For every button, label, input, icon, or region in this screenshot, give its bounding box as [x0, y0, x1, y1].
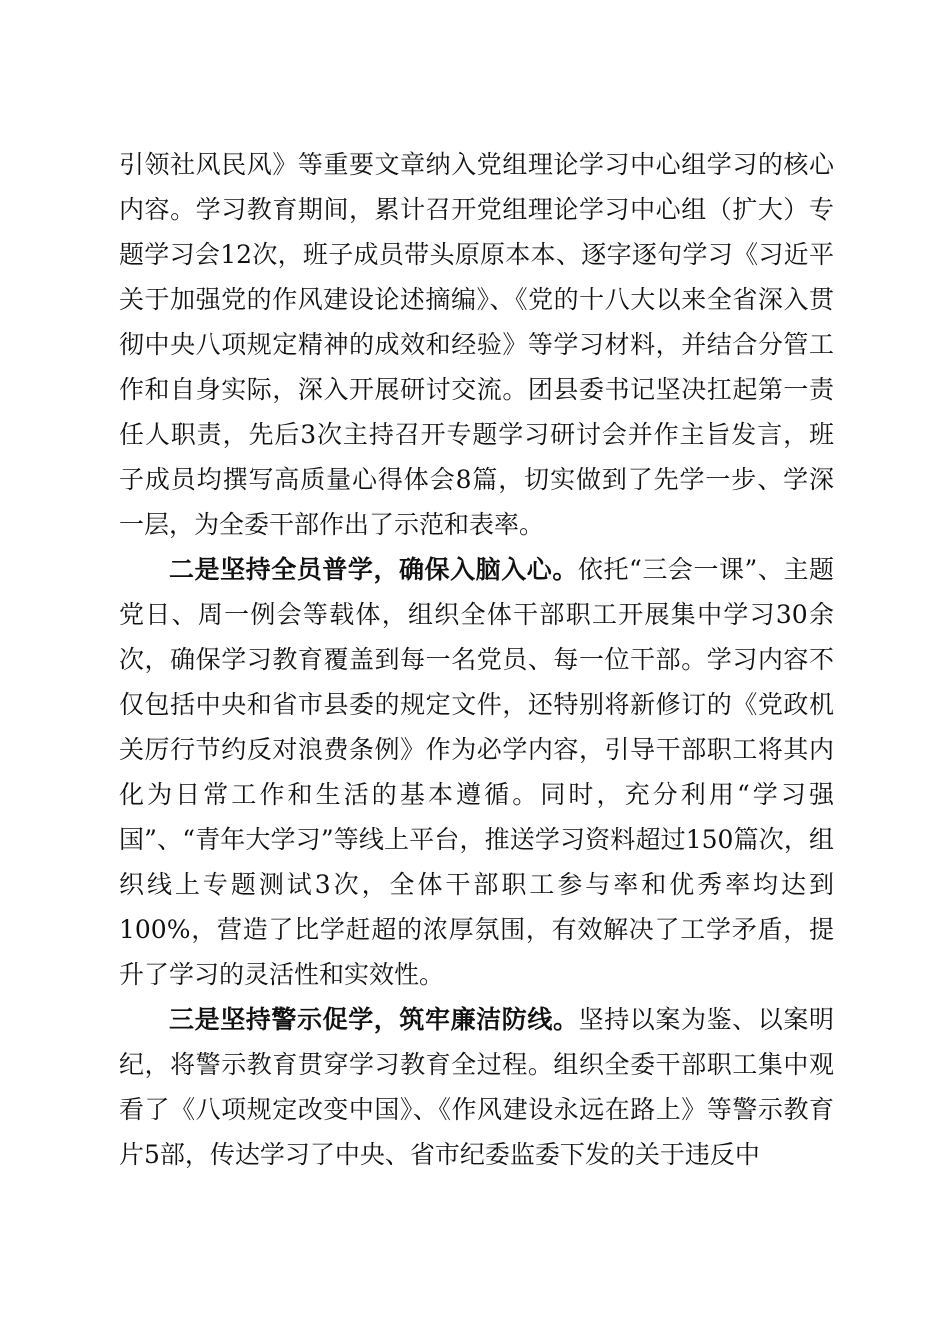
paragraph-2 — [119, 547, 834, 997]
paragraph-1-text: 引领社风民风》等重要文章纳入党组理论学习中心组学习的核心内容。学习教育期间，累计召开党组理论学习中心组（扩大）专题学习会12次，班子成员带头原原本本、逐字逐句学习《习近平关于加强党的作风建设论述摘编》、《党的十八大以来全省深入贯彻中央八项规定精神的成效和经验》等学习材料，并结合分管工作和自身实际，深入开展研讨交流。团县委书记坚决扛起第一责任人职责，先后3次主持召开专题学习研讨会并作主旨发言，班子成员均撰写高质量心得体会8篇，切实做到了先学一步、学深一层，为全委干部作出了示范和表率。 — [119, 150, 834, 539]
paragraph-2-lead: 二是坚持全员普学，确保入脑入心。 — [169, 555, 578, 584]
paragraph-2-body — [119, 547, 834, 997]
paragraph-3-body — [119, 997, 834, 1177]
paragraph-3-text: 坚持以案为鉴、以案明纪，将警示教育贯穿学习教育全过程。组织全委干部职工集中观看了《八项规定改变中国》、《作风建设永远在路上》等警示教育片5部，传达学习了中央、省市纪委监委下发的关于违反中 — [119, 1005, 834, 1169]
paragraph-3 — [119, 997, 834, 1177]
paragraph-3-lead: 三是坚持警示促学，筑牢廉洁防线。 — [169, 1005, 579, 1034]
paragraph-2-text: 依托“三会一课”、主题党日、周一例会等载体，组织全体干部职工开展集中学习30余次，确保学习教育覆盖到每一名党员、每一位干部。学习内容不仅包括中央和省市县委的规定文件，还特别将新修订的《党政机关厉行节约反对浪费条例》作为必学内容，引导干部职工将其内化为日常工作和生活的基本遵循。同时，充分利用“学习强国”、“青年大学习”等线上平台，推送学习资料超过150篇次，组织线上专题测试3次，全体干部职工参与率和优秀率均达到100%，营造了比学赶超的浓厚氛围，有效解决了工学矛盾，提升了学习的灵活性和实效性。 — [119, 555, 834, 989]
paragraph-1 — [119, 142, 834, 547]
